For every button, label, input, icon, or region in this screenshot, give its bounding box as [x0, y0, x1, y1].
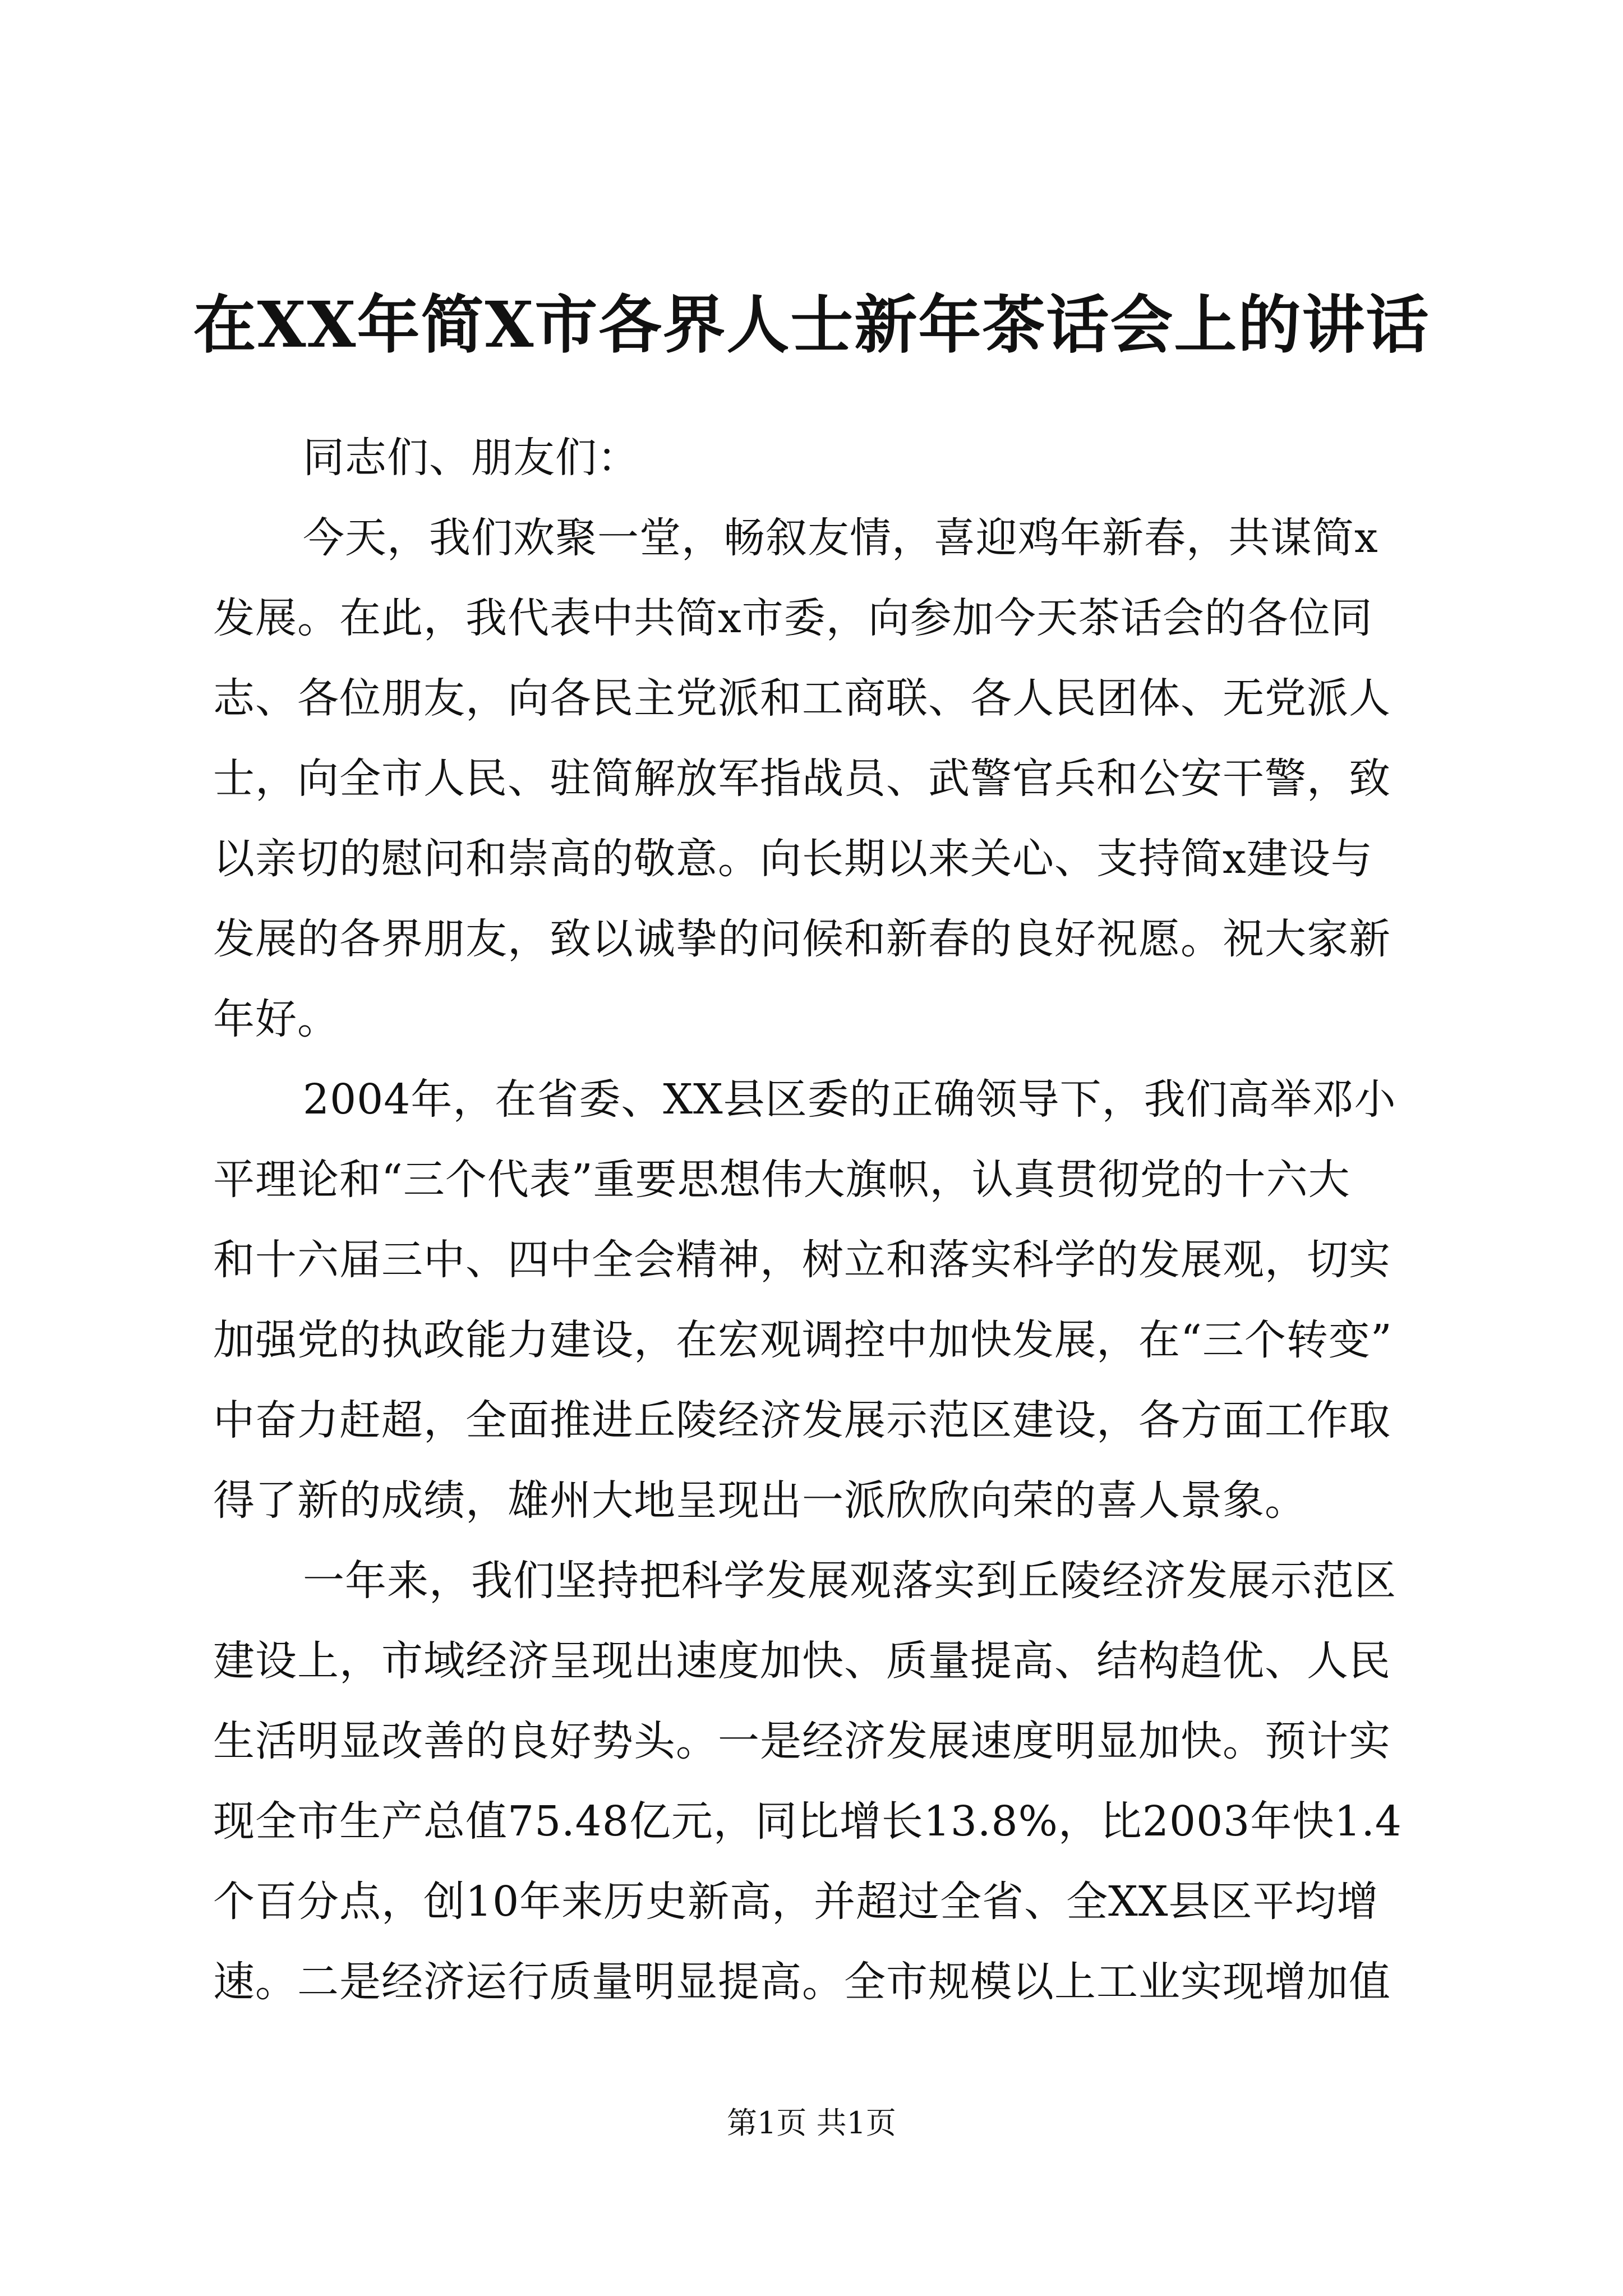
- paragraph-1-line: 发展的各界朋友，致以诚挚的问候和新春的良好祝愿。祝大家新: [213, 915, 1391, 963]
- paragraph-2-line: 和十六届三中、四中全会精神，树立和落实科学的发展观，切实: [213, 1236, 1391, 1284]
- paragraph-1-line: 发展。在此，我代表中共简x市委，向参加今天茶话会的各位同: [213, 594, 1373, 642]
- paragraph-3-line: 个百分点，创10年来历史新高，并超过全省、全XX县区平均增: [213, 1878, 1379, 1926]
- paragraph-2-line: 得了新的成绩，雄州大地呈现出一派欣欣向荣的喜人景象。: [213, 1476, 1307, 1525]
- paragraph-3-line: 现全市生产总值75.48亿元，同比增长13.8%，比2003年快1.4: [213, 1797, 1402, 1846]
- paragraph-1-line: 年好。: [213, 995, 339, 1043]
- page-number-footer: 第1页 共1页: [727, 2105, 896, 2141]
- paragraph-3-line: 速。二是经济运行质量明显提高。全市规模以上工业实现增加值: [213, 1958, 1391, 2006]
- paragraph-1-line: 士，向全市人民、驻简解放军指战员、武警官兵和公安干警，致: [213, 754, 1391, 803]
- paragraph-2-line: 平理论和“三个代表”重要思想伟大旗帜，认真贯彻党的十六大: [213, 1156, 1350, 1204]
- paragraph-3-line: 生活明显改善的良好势头。一是经济发展速度明显加快。预计实: [213, 1717, 1391, 1765]
- paragraph-1-line: 志、各位朋友，向各民主党派和工商联、各人民团体、无党派人: [213, 674, 1391, 723]
- paragraph-2-line: 加强党的执政能力建设，在宏观调控中加快发展，在“三个转变”: [213, 1316, 1393, 1364]
- paragraph-2-line: 中奋力赶超，全面推进丘陵经济发展示范区建设，各方面工作取: [213, 1396, 1391, 1444]
- salutation-line: 同志们、朋友们：: [303, 434, 639, 482]
- document-title: 在XX年简X市各界人士新年茶话会上的讲话: [193, 288, 1430, 362]
- paragraph-2-line: 2004年，在省委、XX县区委的正确领导下，我们高举邓小: [303, 1075, 1396, 1124]
- paragraph-3-line: 一年来，我们坚持把科学发展观落实到丘陵经济发展示范区: [303, 1557, 1396, 1605]
- paragraph-1-line: 今天，我们欢聚一堂，畅叙友情，喜迎鸡年新春，共谋简x: [303, 514, 1378, 562]
- paragraph-3-line: 建设上，市域经济呈现出速度加快、质量提高、结构趋优、人民: [213, 1637, 1391, 1685]
- paragraph-1-line: 以亲切的慰问和崇高的敬意。向长期以来关心、支持简x建设与: [213, 835, 1373, 883]
- document-body: [213, 418, 1447, 2022]
